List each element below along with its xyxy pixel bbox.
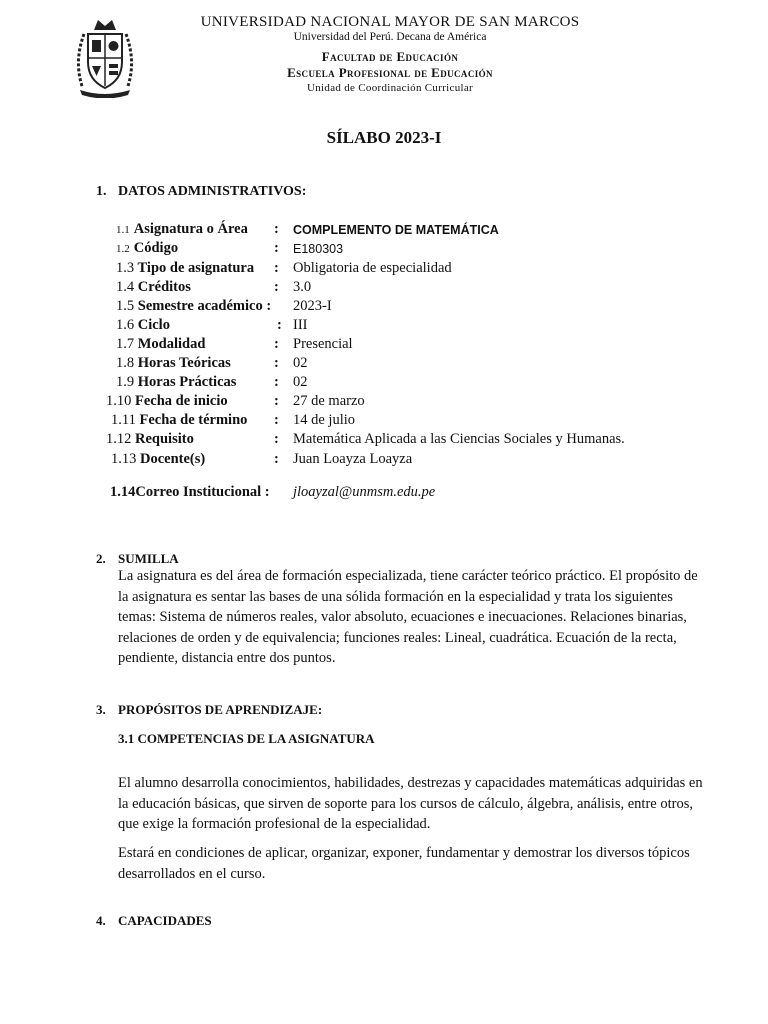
admin-row-value: Presencial (293, 336, 353, 352)
section-4-heading (96, 913, 212, 929)
section-4-title: CAPACIDADES (118, 913, 212, 928)
admin-row-number: 1.2 (116, 243, 130, 255)
admin-row-value: 02 (293, 355, 308, 371)
admin-row-label: Requisito (135, 431, 194, 447)
admin-row-value: 27 de marzo (293, 393, 365, 409)
admin-row-1-12 (0, 431, 768, 450)
admin-row-value: 14 de julio (293, 412, 356, 428)
university-name: UNIVERSIDAD NACIONAL MAYOR DE SAN MARCOS (200, 14, 580, 30)
admin-row-value: Obligatoria de especialidad (293, 260, 452, 276)
section-4-number: 4. (96, 913, 106, 928)
admin-row-value: E180303 (293, 242, 344, 256)
admin-row-label: Semestre académico : (137, 298, 272, 314)
admin-row-colon: : (274, 393, 279, 409)
admin-row-label: Fecha de inicio (135, 393, 228, 409)
university-subtitle: Universidad del Perú. Decana de América (293, 31, 487, 43)
admin-row-label: Fecha de término (139, 412, 248, 428)
admin-row-1-14 (0, 484, 768, 503)
admin-row-number: 1.6 (116, 317, 135, 333)
admin-row-value: 3.0 (293, 279, 312, 295)
section-1-heading (96, 184, 306, 200)
admin-row-value: COMPLEMENTO DE MATEMÁTICA (293, 223, 499, 237)
admin-row-number: 1.11 (111, 412, 136, 428)
unit-name: Unidad de Coordinación Curricular (307, 82, 473, 94)
admin-row-1-3 (0, 260, 768, 279)
institutional-email[interactable]: jloayzal@unmsm.edu.pe (293, 484, 436, 500)
admin-row-1-8 (0, 355, 768, 374)
admin-row-label: Código (133, 240, 179, 256)
admin-row-number: 1.3 (116, 260, 135, 276)
admin-row-colon: : (274, 336, 279, 352)
admin-row-1-1 (0, 221, 768, 240)
admin-row-value: Juan Loayza Loayza (293, 451, 413, 467)
admin-row-label: Horas Teóricas (137, 355, 231, 371)
admin-row-1-7 (0, 336, 768, 355)
section-3-number: 3. (96, 702, 106, 717)
competencias-paragraph-2: Estará en condiciones de aplicar, organizar, exponer, fundamentar y demostrar los diversos tópicos desarrollados en el curso. (118, 845, 690, 882)
admin-row-value: 02 (293, 374, 308, 390)
section-3-title: PROPÓSITOS DE APRENDIZAJE: (118, 702, 323, 717)
school-name: Escuela Profesional de Educación (287, 65, 493, 80)
admin-row-value: Matemática Aplicada a las Ciencias Sociales y Humanas. (293, 431, 625, 447)
document-title: SÍLABO 2023-I (326, 128, 442, 147)
admin-row-colon: : (274, 279, 279, 295)
admin-row-1-4 (0, 279, 768, 298)
admin-row-1-5 (0, 298, 768, 317)
admin-row-colon: : (274, 451, 279, 467)
admin-row-label: Tipo de asignatura (137, 260, 255, 276)
section-1-title: DATOS ADMINISTRATIVOS: (118, 184, 307, 199)
faculty-name: Facultad de Educación (321, 49, 459, 64)
admin-row-colon: : (277, 317, 282, 333)
admin-row-number: 1.9 (116, 374, 135, 390)
admin-row-colon: : (274, 221, 279, 237)
sumilla-text: La asignatura es del área de formación especializada, tiene carácter teórico práctico. El propósito de la asignatura es sentar las bases de una sólida formación en la especialidad y trata los siguientes temas: Sistema de números reales, valor absoluto, ecuaciones e inecuaciones. Relaciones binarias, relaciones de orden y de equivalencia; funciones reales: Lineal, cuadrática. Ecuación de la recta, pendiente, distancia entre dos puntos. (118, 568, 698, 666)
admin-row-colon: : (274, 260, 279, 276)
admin-row-label: Horas Prácticas (137, 374, 237, 390)
competencias-paragraph-1: El alumno desarrolla conocimientos, habilidades, destrezas y capacidades matemáticas adquiridas en la educación básicas, que sirven de soporte para los cursos de cálculo, álgebra, análisis, entre otros, que exige la formación profesional de la especialidad. (118, 775, 703, 832)
admin-row-number: 1.10 (106, 393, 132, 409)
admin-row-colon: : (274, 412, 279, 428)
admin-row-number: 1.1 (116, 224, 130, 236)
admin-row-label: Modalidad (137, 336, 206, 352)
admin-row-colon: : (274, 240, 279, 256)
admin-row-label: Docente(s) (140, 451, 206, 467)
admin-row-number: 1.4 (116, 279, 135, 295)
admin-row-number: 1.5 (116, 298, 135, 314)
section-2-heading (96, 551, 179, 567)
admin-row-1-11 (0, 412, 768, 431)
admin-row-label: Ciclo (137, 317, 170, 333)
university-seal-icon (72, 16, 138, 98)
admin-row-label: Créditos (137, 279, 191, 295)
admin-row-label: Asignatura o Área (133, 221, 248, 237)
admin-row-colon: : (274, 431, 279, 447)
admin-row-colon: : (274, 355, 279, 371)
admin-row-number: 1.14 (110, 484, 136, 500)
section-2-number: 2. (96, 551, 106, 566)
section-3-heading (96, 702, 322, 718)
admin-row-1-13 (0, 451, 768, 470)
admin-row-number: 1.7 (116, 336, 135, 352)
admin-row-1-9 (0, 374, 768, 393)
admin-row-1-6 (0, 317, 768, 336)
admin-row-number: 1.8 (116, 355, 135, 371)
admin-row-colon: : (274, 374, 279, 390)
admin-row-value: 2023-I (293, 298, 332, 314)
admin-row-1-2 (0, 240, 768, 259)
competencias-subheading: 3.1 COMPETENCIAS DE LA ASIGNATURA (118, 731, 375, 746)
admin-row-label: Correo Institucional : (135, 484, 270, 500)
admin-row-1-10 (0, 393, 768, 412)
section-2-title: SUMILLA (118, 551, 179, 566)
admin-row-number: 1.13 (111, 451, 137, 467)
admin-row-value: III (293, 317, 308, 333)
admin-row-number: 1.12 (106, 431, 132, 447)
section-1-number: 1. (96, 184, 107, 199)
